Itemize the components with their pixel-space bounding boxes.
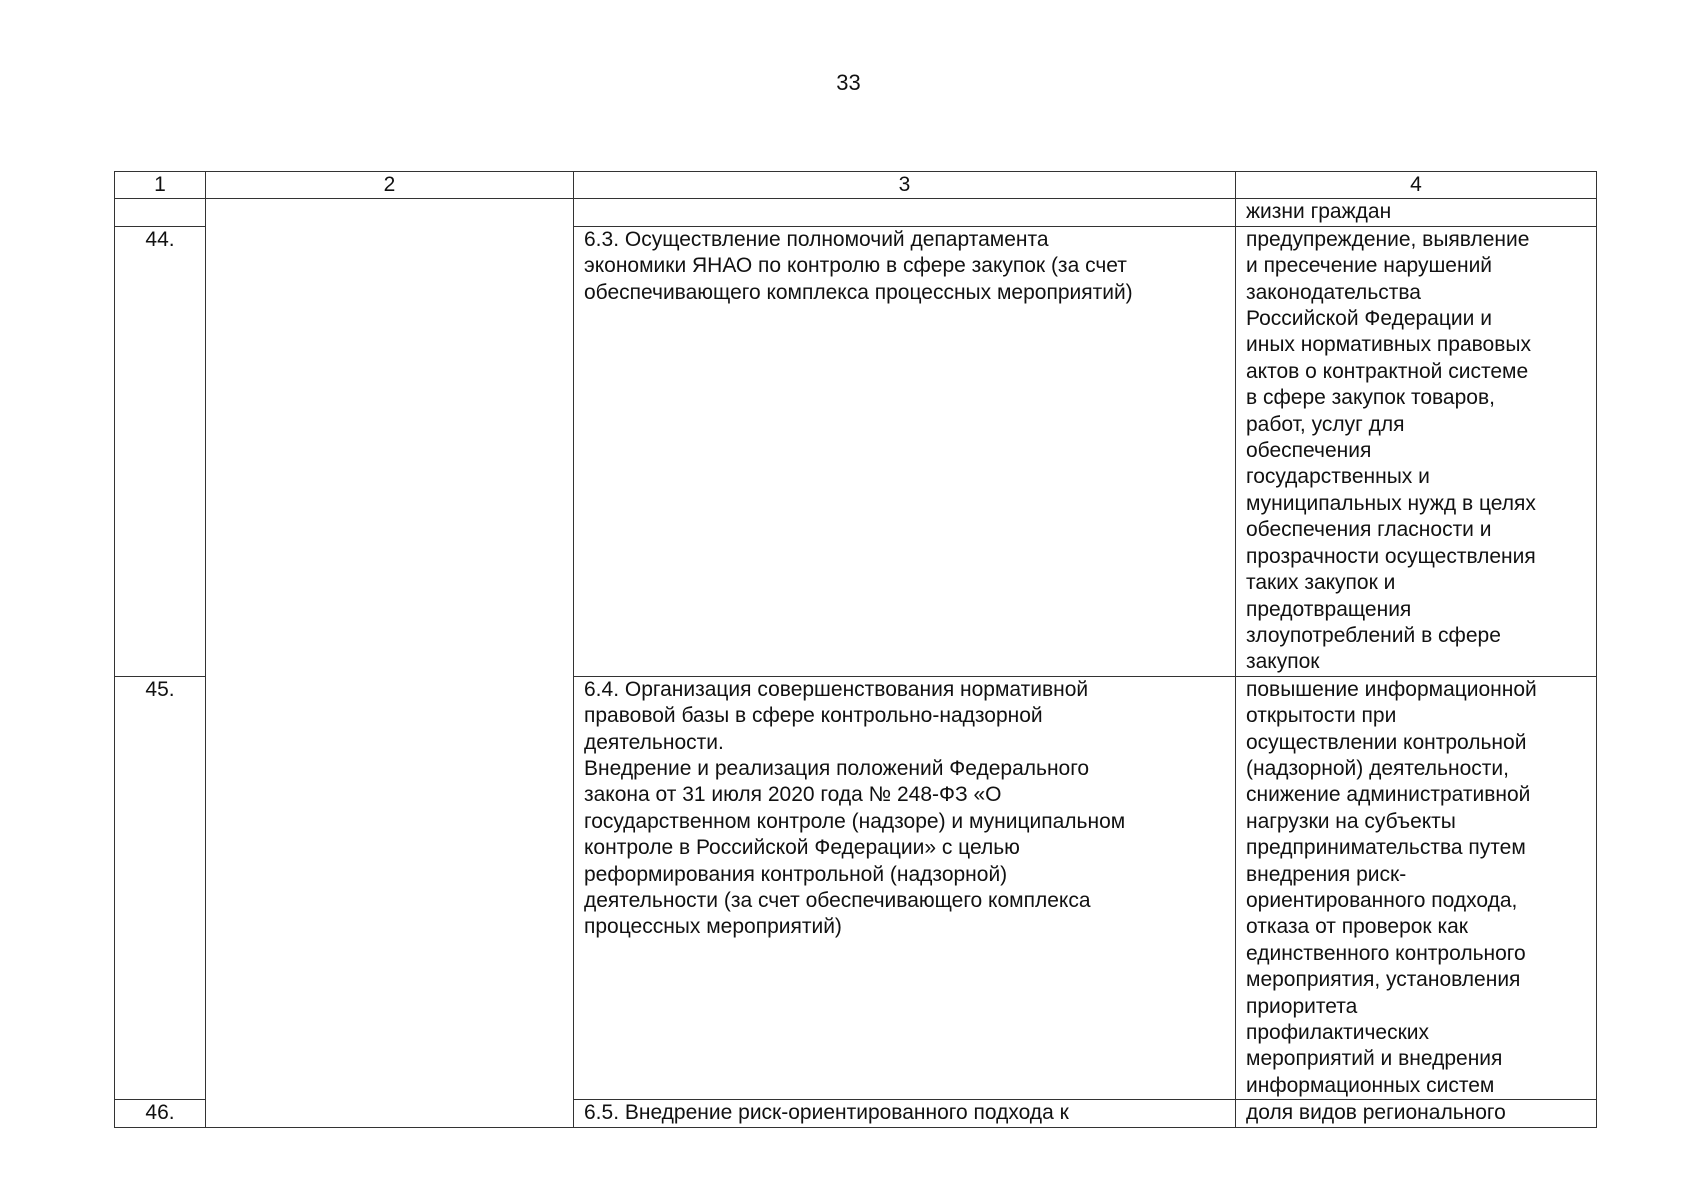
cell-line: государственном контроле (надзоре) и муниципальном [584, 809, 1126, 833]
cell-line: повышение информационной [1246, 677, 1537, 701]
cell-line: реформирования контрольной (надзорной) [584, 862, 1008, 886]
cell-line: процессных мероприятий) [584, 915, 842, 939]
cell-line: закона от 31 июля 2020 года № 248-ФЗ «О [584, 783, 1002, 807]
cell-line: и пресечение нарушений [1246, 254, 1493, 278]
measures-table [114, 171, 1597, 1128]
cell-line: работ, услуг для [1246, 412, 1405, 436]
cell-line: актов о контрактной системе [1246, 359, 1529, 383]
cell-line: доля видов регионального [1246, 1101, 1506, 1125]
cell-line: контроле в Российской Федерации» с целью [584, 836, 1020, 860]
cell-line: (надзорной) деятельности, [1246, 756, 1509, 780]
cell-line: экономики ЯНАО по контролю в сфере закупок (за счет [584, 254, 1127, 278]
cell-line: закупок [1246, 650, 1320, 674]
cell-col3 [574, 199, 1236, 226]
row-number: 44. [115, 226, 206, 676]
cell-line: 6.4. Организация совершенствования нормативной [584, 677, 1089, 701]
cell-line: профилактических [1246, 1021, 1429, 1044]
header-col-2: 2 [206, 172, 574, 199]
cell-line: 6.5. Внедрение риск-ориентированного подхода к [584, 1101, 1069, 1125]
cell-line: предпринимательства путем [1246, 836, 1526, 860]
header-col-3: 3 [574, 172, 1236, 199]
cell-line: прозрачности осуществления [1246, 544, 1536, 568]
expected-result [1236, 1100, 1597, 1127]
cell-col2-merged [206, 199, 574, 1127]
cell-line: иных нормативных правовых [1246, 333, 1531, 357]
cell-line: законодательства [1246, 280, 1421, 304]
cell-line: предупреждение, выявление [1246, 227, 1530, 251]
cell-num [115, 199, 206, 226]
header-col-4: 4 [1236, 172, 1597, 199]
cell-line: муниципальных нужд в целях [1246, 491, 1536, 515]
cell-line: ориентированного подхода, [1246, 888, 1518, 912]
table-header-row [115, 172, 1597, 199]
table-row-continuation [115, 199, 1597, 226]
cell-line: злоупотреблений в сфере [1246, 623, 1501, 647]
cell-line: мероприятий и внедрения [1246, 1047, 1503, 1071]
cell-line: открытости при [1246, 704, 1397, 728]
cell-line: жизни граждан [1246, 200, 1392, 224]
cell-line: приоритета [1246, 994, 1358, 1018]
cell-line: мероприятия, установления [1246, 968, 1521, 992]
measure-description [574, 676, 1236, 1100]
cell-line: нагрузки на субъекты [1246, 809, 1456, 833]
cell-line: снижение административной [1246, 783, 1531, 807]
expected-result [1236, 226, 1597, 676]
expected-result [1236, 676, 1597, 1100]
cell-line: внедрения риск- [1246, 862, 1407, 886]
cell-line: обеспечения [1246, 439, 1372, 463]
cell-col4 [1236, 199, 1597, 226]
cell-line: обеспечивающего комплекса процессных мероприятий) [584, 280, 1133, 304]
cell-line: обеспечения гласности и [1246, 518, 1492, 542]
cell-line: правовой базы в сфере контрольно-надзорной [584, 704, 1043, 728]
cell-line: таких закупок и [1246, 571, 1396, 595]
cell-line: 6.3. Осуществление полномочий департамента [584, 227, 1049, 251]
cell-line: Российской Федерации и [1246, 307, 1492, 331]
measure-description [574, 1100, 1236, 1127]
cell-line: деятельности. [584, 730, 724, 754]
cell-line: в сфере закупок товаров, [1246, 386, 1495, 410]
cell-line: деятельности (за счет обеспечивающего комплекса [584, 888, 1091, 912]
page-number: 33 [836, 70, 861, 95]
cell-line: осуществлении контрольной [1246, 730, 1527, 754]
cell-line: отказа от проверок как [1246, 915, 1468, 939]
row-number: 45. [115, 676, 206, 1100]
cell-line: Внедрение и реализация положений Федерального [584, 756, 1090, 780]
header-col-1: 1 [115, 172, 206, 199]
row-number: 46. [115, 1100, 206, 1127]
measure-description [574, 226, 1236, 676]
cell-line: информационных систем [1246, 1073, 1495, 1097]
cell-line: единственного контрольного [1246, 941, 1526, 965]
cell-line: государственных и [1246, 465, 1430, 489]
cell-line: предотвращения [1246, 597, 1412, 621]
